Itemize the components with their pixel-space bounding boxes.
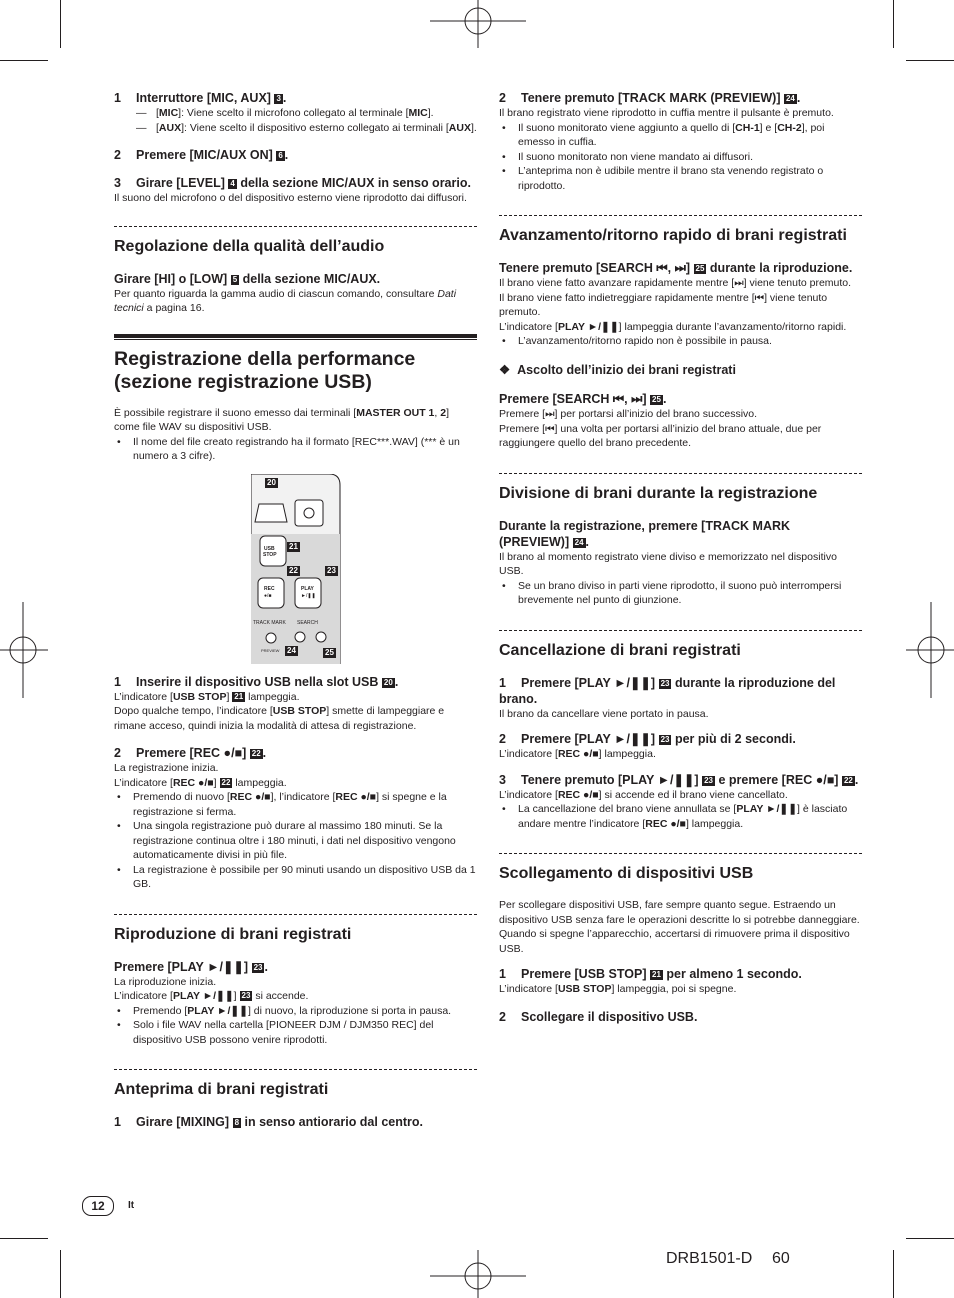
callout-number: 25 (325, 647, 334, 657)
step-delete-1: 1 Premere [PLAY ►/❚❚] 23 durante la riproduzione del brano. (499, 675, 836, 706)
paragraph: Il brano registrato viene riprodotto in cuffia mentre il pulsante è premuto. (499, 107, 834, 119)
paragraph: L’indicatore [REC ●/■] 22 lampeggia. (114, 776, 287, 789)
step-delete-2: 2 Premere [PLAY ►/❚❚] 23 per più di 2 secondi. (499, 732, 796, 746)
bullet-item: • L’anteprima non è udibile mentre il brano sta venendo registrato o riprodotto. (499, 164, 862, 193)
paragraph: Premere [⏭] per portarsi all’inizio del brano successivo. (499, 408, 758, 420)
section-divider (114, 226, 477, 227)
play-button-symbol: ►/❚❚ (301, 592, 316, 599)
crop-mark (893, 1250, 894, 1298)
option-aux: — [AUX]: Viene scelto il dispositivo esterno collegato ai terminali [AUX]. (114, 121, 477, 136)
page-number: 12 (82, 1196, 114, 1216)
section-heading-playback: Riproduzione di brani registrati (114, 925, 352, 943)
crop-mark (60, 1250, 61, 1298)
bullet-item: • Il suono monitorato viene aggiunto a quello di [CH-1] e [CH-2], poi emesso in cuffia. (499, 121, 862, 150)
paragraph: La riproduzione inizia. (114, 975, 217, 988)
paragraph: Per quanto riguarda la gamma audio di ciascun comando, consultare Dati tecnici a pagina 16. (114, 287, 457, 314)
paragraph: L’indicatore [PLAY ►/❚❚] 23 si accende. (114, 990, 309, 1002)
section-divider (114, 1069, 477, 1070)
step-track-mark-preview: 2 Tenere premuto [TRACK MARK (PREVIEW)] 24 . (499, 91, 801, 105)
callout-number: 24 (287, 645, 296, 655)
right-column (499, 90, 862, 1025)
language-code: It (128, 1200, 135, 1211)
callout-number: 21 (289, 541, 298, 551)
step-mixing: 1 Girare [MIXING] 8 in senso antiorario dal centro. (114, 1115, 424, 1129)
instruction-play: Premere [PLAY ►/❚❚] 23 . (114, 959, 268, 974)
crop-mark (893, 0, 894, 48)
step-unplug-usb: 2 Scollegare il dispositivo USB. (499, 1009, 698, 1024)
paragraph: Il brano da cancellare viene portato in pausa. (499, 707, 709, 720)
document-page: 60 (772, 1250, 790, 1267)
section-heading-quality: Regolazione della qualità dell’audio (114, 237, 385, 255)
section-divider (499, 473, 862, 474)
preview-label: PREVIEW (261, 647, 280, 653)
section-divider (499, 630, 862, 631)
section-heading-division: Divisione di brani durante la registrazione (499, 484, 818, 502)
crop-mark (906, 1238, 954, 1239)
step-mic-aux: 1 Interruttore [MIC, AUX] 3 . (114, 91, 287, 105)
bullet-item: • La registrazione è possibile per 90 minuti usando un dispositivo USB da 1 GB. (114, 863, 477, 892)
usb-panel-diagram (251, 474, 341, 664)
instruction-hi-low: Girare [HI] o [LOW] 5 della sezione MIC/AUX. (114, 271, 381, 286)
registration-mark-left (0, 602, 48, 698)
instruction-track-mark: Durante la registrazione, premere [TRACK MARK (PREVIEW)] 24 . (499, 518, 791, 549)
step-mic-aux-on: 2 Premere [MIC/AUX ON] 6 . (114, 148, 289, 162)
crop-mark (906, 60, 954, 61)
paragraph: Per scollegare dispositivi USB, fare sempre quanto segue. Estraendo un dispositivo USB senza fare le operazioni descritte lo si potrebbe danneggiare. (499, 899, 860, 926)
paragraph: Il brano viene fatto indietreggiare rapidamente mentre [⏮] viene tenuto premuto. (499, 291, 828, 318)
crop-mark (0, 60, 48, 61)
bullet-item: • Premendo [PLAY ►/❚❚] di nuovo, la riproduzione si porta in pausa. (114, 1004, 477, 1019)
section-divider (499, 853, 862, 854)
search-label: SEARCH (297, 619, 318, 626)
paragraph: Il brano viene fatto avanzare rapidamente mentre [⏭] viene tenuto premuto. (499, 277, 852, 289)
bullet-item: • Se un brano diviso in parti viene riprodotto, il suono può interrompersi brevemente nel punto di giunzione. (499, 579, 862, 608)
paragraph: Quando si spegne l’apparecchio, accertarsi di rimuovere prima il dispositivo USB. (499, 928, 850, 955)
paragraph: Premere [⏮] una volta per portarsi all’inizio del brano attuale, due per raggiungere quello del brano precedente. (499, 422, 822, 449)
section-divider (114, 914, 477, 915)
left-column (114, 90, 477, 1130)
paragraph: La registrazione inizia. (114, 762, 219, 774)
callout-number: 23 (327, 565, 336, 575)
usb-button-label: STOP (263, 551, 277, 558)
chapter-heading-recording: Registrazione della performance (sezione registrazione USB) (114, 347, 416, 393)
bullet-item: • Il suono monitorato non viene mandato ai diffusori. (499, 150, 862, 165)
callout-number: 22 (289, 565, 298, 575)
section-heading-disconnect: Scollegamento di dispositivi USB (499, 865, 754, 882)
instruction-search: Tenere premuto [SEARCH ⏮, ⏭] 25 durante la riproduzione. (499, 261, 853, 275)
paragraph: Dopo qualche tempo, l’indicatore [USB STOP] smette di lampeggiare e rimane acceso, quindi inizia la modalità di attesa di registrazione. (114, 705, 445, 732)
bullet-item: • Premendo di nuovo [REC ●/■], l’indicatore [REC ●/■] si spegne e la registrazione si ferma. (114, 790, 477, 819)
step-delete-3: 3 Tenere premuto [PLAY ►/❚❚] 23 e premere [REC ●/■] 22 . (499, 772, 859, 787)
bullet-item: • Il nome del file creato registrando ha il formato [REC***.WAV] (*** è un numero a 3 cifre). (114, 435, 477, 464)
section-divider (499, 215, 862, 216)
track-mark-label: TRACK MARK (253, 619, 286, 626)
rec-button-label: REC (264, 585, 275, 592)
paragraph: L’indicatore [USB STOP] 21 lampeggia. (114, 690, 300, 703)
document-code: DRB1501-D (666, 1250, 753, 1267)
paragraph: L’indicatore [USB STOP] lampeggia, poi si spegne. (499, 983, 737, 995)
callout-number: 3 (276, 94, 281, 103)
paragraph: L’indicatore [PLAY ►/❚❚] lampeggia durante l’avanzamento/ritorno rapidi. (499, 320, 847, 333)
instruction-search-2: Premere [SEARCH ⏮, ⏭] 25 . (499, 392, 667, 406)
option-mic: — [MIC]: Viene scelto il microfono collegato al terminale [MIC]. (114, 106, 477, 121)
subsection-heading: ❖ Ascolto dell’inizio dei brani registrati (499, 362, 736, 377)
section-heading-preview: Anteprima di brani registrati (114, 1081, 329, 1098)
paragraph: È possibile registrare il suono emesso dai terminali [MASTER OUT 1, 2] come file WAV su dispositivi USB. (114, 406, 449, 433)
bullet-item: • La cancellazione del brano viene annullata se [PLAY ►/❚❚] è lasciato andare mentre l’indicatore [REC ●/■] lampeggia. (499, 802, 862, 831)
registration-mark-bottom (430, 1250, 526, 1298)
step-number: 1 (114, 91, 121, 105)
bullet-item: • Una singola registrazione può durare al massimo 180 minuti. Se la registrazione continua oltre i 180 minuti, i dati nel dispositivo vengono automaticamente divisi in più file. (114, 819, 477, 863)
section-heading-fast-forward: Avanzamento/ritorno rapido di brani registrati (499, 227, 847, 244)
step-insert-usb: 1 Inserire il dispositivo USB nella slot USB 20 . (114, 674, 399, 689)
paragraph: L’indicatore [REC ●/■] si accende ed il brano viene cancellato. (499, 788, 788, 801)
step-title: Interruttore [MIC, AUX] (136, 91, 271, 105)
bullet-item: • L’avanzamento/ritorno rapido non è possibile in pausa. (499, 334, 862, 349)
chapter-rule (114, 334, 477, 340)
paragraph: Il suono del microfono o del dispositivo esterno viene riprodotto dai diffusori. (114, 192, 467, 204)
paragraph: L’indicatore [REC ●/■] lampeggia. (499, 748, 656, 760)
callout-number: 20 (267, 477, 276, 487)
section-heading-delete: Cancellazione di brani registrati (499, 641, 741, 659)
play-button-label: PLAY (301, 585, 314, 592)
usb-button-label: USB (264, 545, 275, 552)
step-usb-stop: 1 Premere [USB STOP] 21 per almeno 1 secondo. (499, 967, 802, 981)
rec-button-symbol: ●/■ (264, 592, 272, 599)
crop-mark (60, 0, 61, 48)
step-level: 3 Girare [LEVEL] 4 della sezione MIC/AUX in senso orario. (114, 176, 471, 190)
paragraph: Il brano al momento registrato viene diviso e memorizzato nel dispositivo USB. (499, 550, 837, 577)
registration-mark-right (906, 602, 954, 698)
registration-mark-top (430, 0, 526, 48)
step-press-rec: 2 Premere [REC ●/■] 22 . (114, 746, 267, 760)
crop-mark (0, 1238, 48, 1239)
bullet-item: • Solo i file WAV nella cartella [PIONEER DJM / DJM350 REC] del dispositivo USB possono venire riprodotti. (114, 1018, 477, 1047)
